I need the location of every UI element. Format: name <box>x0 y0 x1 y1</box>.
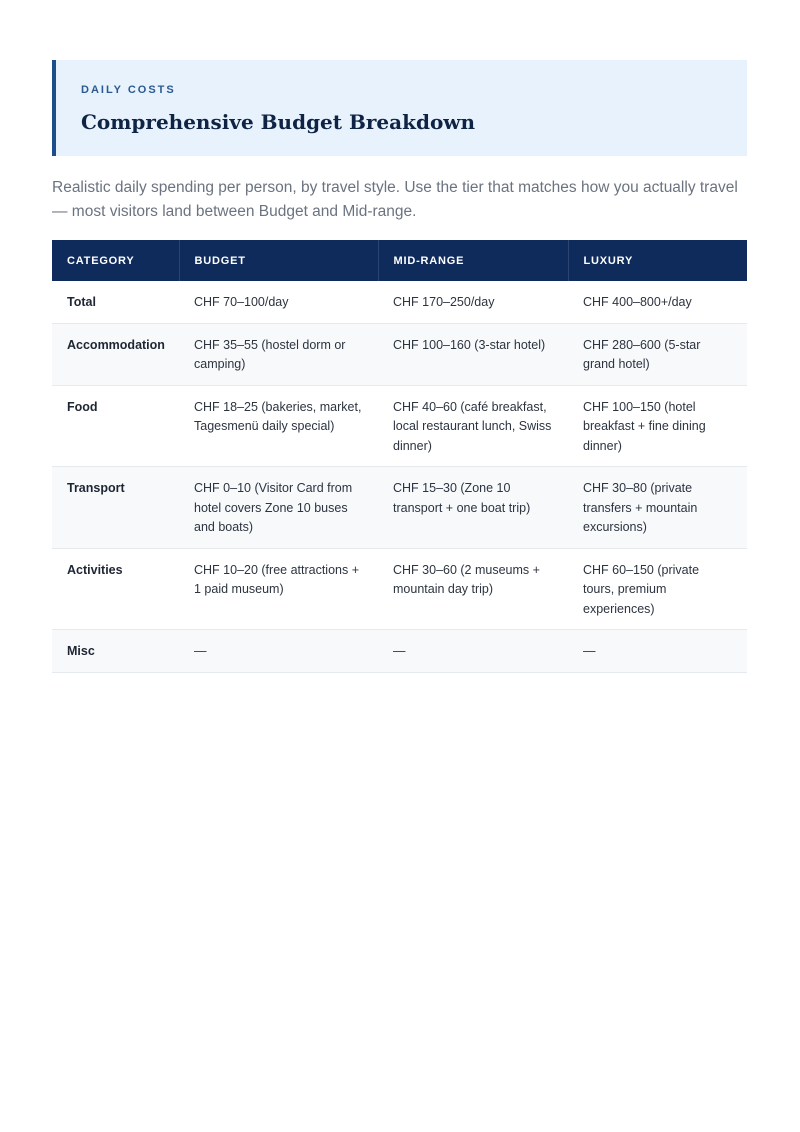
budget-cell: CHF 0–10 (Visitor Card from hotel covers Zone 10 buses and boats) <box>179 467 378 549</box>
column-header-luxury: LUXURY <box>568 240 747 281</box>
luxury-cell: CHF 100–150 (hotel breakfast + fine dining dinner) <box>568 385 747 467</box>
table-row <box>52 630 747 673</box>
table-row <box>52 323 747 385</box>
row-category: Total <box>52 281 179 323</box>
page <box>52 60 747 673</box>
luxury-cell: — <box>568 630 747 673</box>
row-category: Food <box>52 385 179 467</box>
section-eyebrow: DAILY COSTS <box>81 84 176 96</box>
section-title: Comprehensive Budget Breakdown <box>81 110 476 134</box>
row-category: Accommodation <box>52 323 179 385</box>
mid-range-cell: CHF 100–160 (3-star hotel) <box>378 323 568 385</box>
budget-cell: CHF 70–100/day <box>179 281 378 323</box>
budget-cell: CHF 35–55 (hostel dorm or camping) <box>179 323 378 385</box>
mid-range-cell: CHF 40–60 (café breakfast, local restaurant lunch, Swiss dinner) <box>378 385 568 467</box>
intro-paragraph: Realistic daily spending per person, by travel style. Use the tier that matches how you actually travel — most visitors land between Budget and Mid-range. <box>52 179 738 220</box>
row-category: Misc <box>52 630 179 673</box>
luxury-cell: CHF 400–800+/day <box>568 281 747 323</box>
table-row <box>52 385 747 467</box>
mid-range-cell: — <box>378 630 568 673</box>
table-row <box>52 281 747 323</box>
mid-range-cell: CHF 30–60 (2 museums + mountain day trip) <box>378 548 568 630</box>
budget-cell: CHF 18–25 (bakeries, market, Tagesmenü daily special) <box>179 385 378 467</box>
table-row <box>52 548 747 630</box>
mid-range-cell: CHF 15–30 (Zone 10 transport + one boat trip) <box>378 467 568 549</box>
luxury-cell: CHF 60–150 (private tours, premium experiences) <box>568 548 747 630</box>
column-header-budget: BUDGET <box>179 240 378 281</box>
column-header-category: CATEGORY <box>52 240 179 281</box>
luxury-cell: CHF 30–80 (private transfers + mountain excursions) <box>568 467 747 549</box>
row-category: Transport <box>52 467 179 549</box>
budget-cell: — <box>179 630 378 673</box>
budget-table <box>52 240 747 673</box>
mid-range-cell: CHF 170–250/day <box>378 281 568 323</box>
column-header-mid-range: MID-RANGE <box>378 240 568 281</box>
table-header-row <box>52 240 747 281</box>
luxury-cell: CHF 280–600 (5-star grand hotel) <box>568 323 747 385</box>
row-category: Activities <box>52 548 179 630</box>
section-header <box>52 60 747 156</box>
table-row <box>52 467 747 549</box>
budget-cell: CHF 10–20 (free attractions + 1 paid museum) <box>179 548 378 630</box>
